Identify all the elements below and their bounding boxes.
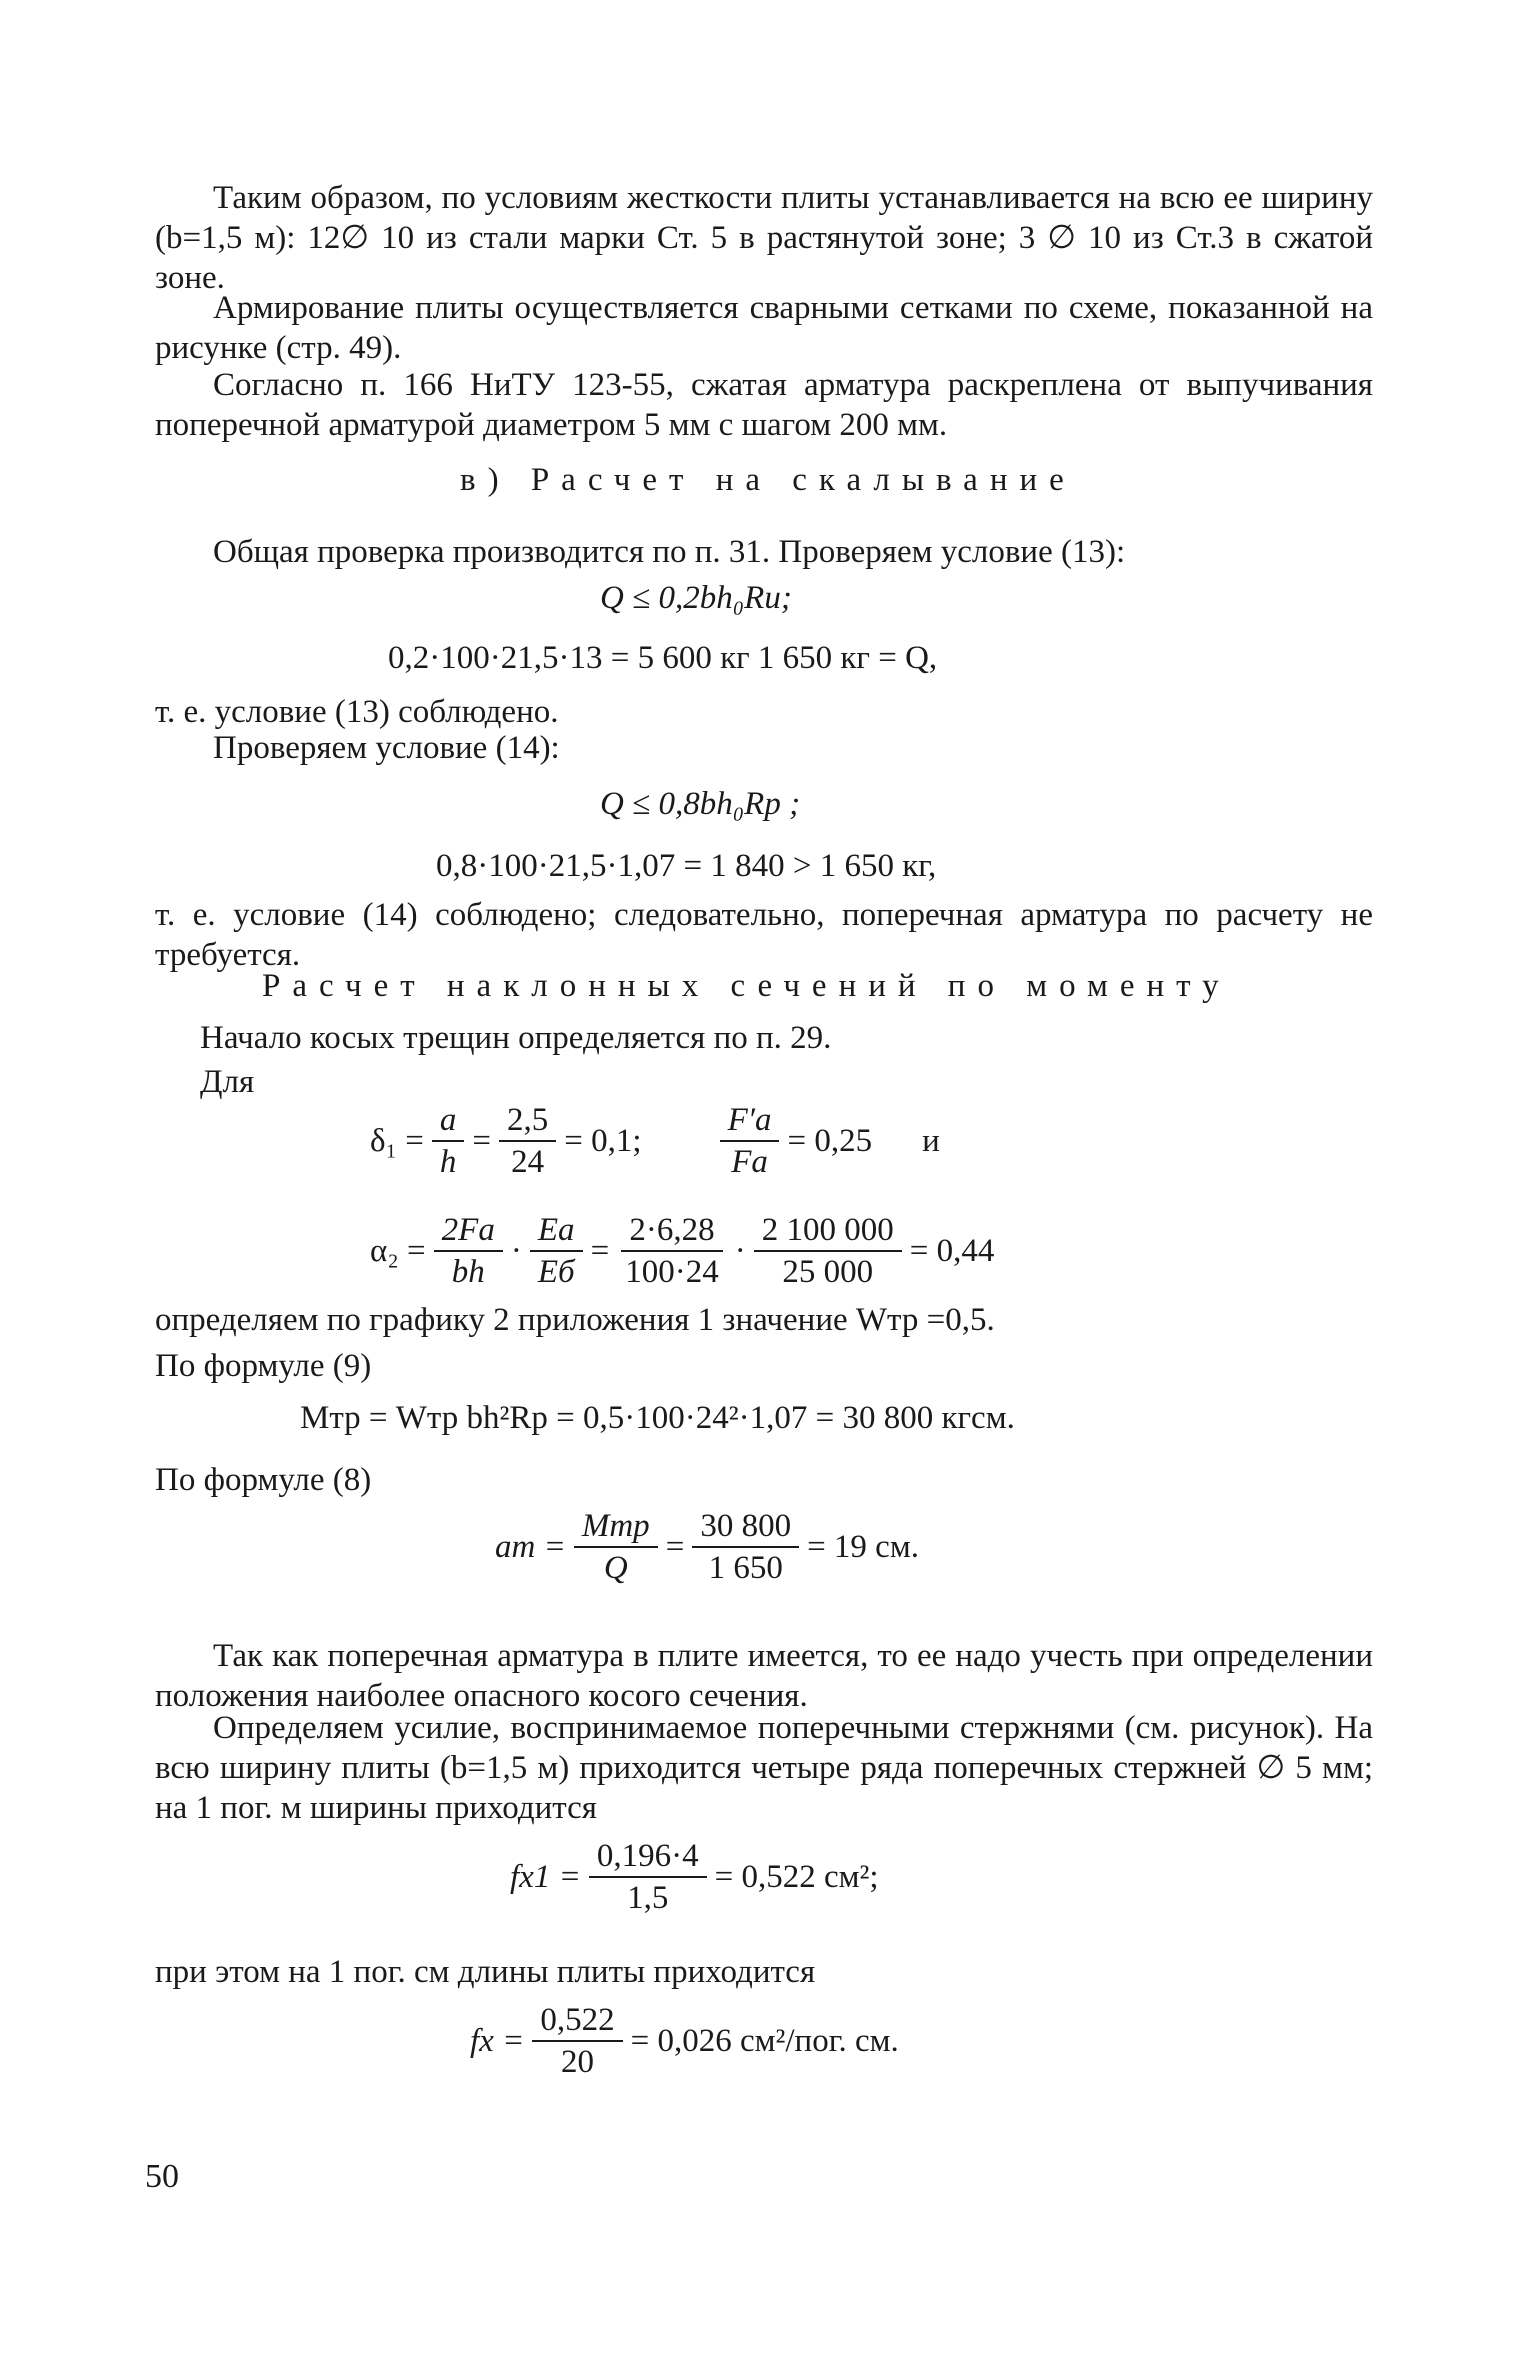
paragraph-check-14: Проверяем условие (14): [213,730,560,766]
denominator: 100·24 [625,1254,719,1290]
numerator: 2·6,28 [621,1210,722,1252]
paragraph-per-cm: при этом на 1 пог. см длины плиты приходится [155,1954,816,1990]
fraction [720,1100,780,1182]
paragraph-crack-start: Начало косых трещин определяется по п. 29. [200,1020,832,1056]
paragraph-check-13: Общая проверка производится по п. 31. Проверяем условие (13): [213,534,1126,570]
paragraph-cond13-met: т. е. условие (13) соблюдено. [155,694,559,730]
denominator: Fа [731,1144,768,1180]
paragraph-force: Определяем усилие, воспринимаемое поперечными стержнями (см. рисунок). На всю ширину плиты (b=1,5 м) приходится четыре ряда поперечных стержней ∅ 5 мм; на 1 пог. м ширины приходится [155,1710,1373,1826]
formula-fx1 [510,1836,879,1918]
formula-lhs: aт = [495,1528,566,1565]
result: = 0,522 см²; [714,1858,879,1895]
fraction [434,1210,503,1292]
formula-lhs: fх1 = [510,1858,581,1895]
equals: = [472,1122,492,1159]
paragraph-graph: определяем по графику 2 приложения 1 значение Wтр =0,5. [155,1302,995,1338]
numerator: 30 800 [692,1506,799,1548]
paragraph-welded-mesh: Армирование плиты осуществляется сварными сетками по схеме, показанной на рисунке (стр. 49). [155,290,1373,366]
denominator: 1 650 [708,1550,783,1586]
numerator: 0,196·4 [589,1836,707,1878]
paragraph-for: Для [200,1064,255,1100]
result: = 0,026 см²/пог. см. [630,2022,899,2059]
conjunction: и [922,1122,940,1159]
calc-14: 0,8·100·21,5·1,07 = 1 840 > 1 650 кг, [436,848,937,884]
fraction [617,1210,727,1292]
result: = 0,1; [564,1122,642,1159]
formula-m-tr: Mтр = Wтр bh²Rр = 0,5·100·24²·1,07 = 30 800 кгсм. [300,1400,1015,1436]
numerator: 2Fа [434,1210,503,1252]
denominator: 1,5 [627,1880,669,1916]
numerator: 2,5 [499,1100,556,1142]
result: = 0,44 [909,1232,995,1269]
numerator: Eа [530,1210,583,1252]
denominator: 20 [560,2044,594,2080]
heading-shear: в) Расчет на скалывание [460,462,1076,498]
paragraph-reinforcement: Таким образом, по условиям жесткости плиты устанавливается на всю ее ширину (b=1,5 м): 12∅ 10 из стали марки Ст. 5 в растянутой зоне; 3 ∅ 10 из Ст.3 в сжатой зоне. [155,180,1373,296]
fraction [432,1100,465,1182]
result: = 19 см. [807,1528,919,1565]
paragraph-nitu: Согласно п. 166 НиТУ 123-55, сжатая арматура раскреплена от выпучивания поперечной арматурой диаметром 5 мм с шагом 200 мм. [155,367,1373,443]
result: = 0,25 [787,1122,873,1159]
numerator: 2 100 000 [754,1210,902,1252]
condition-14: Q ≤ 0,8bh₀Rр ; [600,786,801,822]
fraction [589,1836,707,1918]
formula-lhs: fх = [470,2022,525,2059]
numerator: Mтр [574,1506,658,1548]
paragraph-cond14-met: т. е. условие (14) соблюдено; следовательно, поперечная арматура по расчету не требуется. [155,897,1373,973]
fraction [692,1506,799,1588]
paragraph-transverse: Так как поперечная арматура в плите имеется, то ее надо учесть при определении положения наиболее опасного косого сечения. [155,1638,1373,1714]
page-number: 50 [145,2158,179,2195]
paragraph-formula9: По формуле (9) [155,1348,372,1384]
fraction [574,1506,658,1588]
denominator: Q [603,1550,628,1586]
formula-lhs: α₂ = [370,1232,426,1269]
numerator: a [432,1100,465,1142]
numerator: F′а [720,1100,780,1142]
numerator: 0,522 [532,2000,622,2042]
fraction [532,2000,622,2082]
denominator: 24 [511,1144,545,1180]
paragraph-formula8: По формуле (8) [155,1462,372,1498]
condition-13: Q ≤ 0,2bh₀Rи; [600,580,792,616]
fraction [530,1210,583,1292]
denominator: Eб [537,1254,575,1290]
formula-lhs: δ₁ = [370,1122,424,1159]
heading-inclined-sections: Расчет наклонных сечений по моменту [262,968,1231,1004]
formula-fx [470,2000,899,2082]
denominator: h [439,1144,457,1180]
denominator: bh [451,1254,485,1290]
formula-alpha2: α₂ = $\frac{2Fа}{bh}$ · $\frac{Eа}{Eб}$ = $\frac{2\cdot 6,28}{100\cdot 24}$ · $\frac{2 100 000}{25 000}$ = 0,44 [370,1212,995,1290]
formula-a-t: aт = $\frac{\text{Mтр}}{Q}$ = $\frac{30 800}{1 650}$ = 19 см. [495,1508,919,1586]
formula-delta1 [370,1100,940,1182]
fraction [499,1100,556,1182]
calc-13: 0,2·100·21,5·13 = 5 600 кг 1 650 кг = Q, [388,640,938,676]
fraction [754,1210,902,1292]
denominator: 25 000 [782,1254,874,1290]
